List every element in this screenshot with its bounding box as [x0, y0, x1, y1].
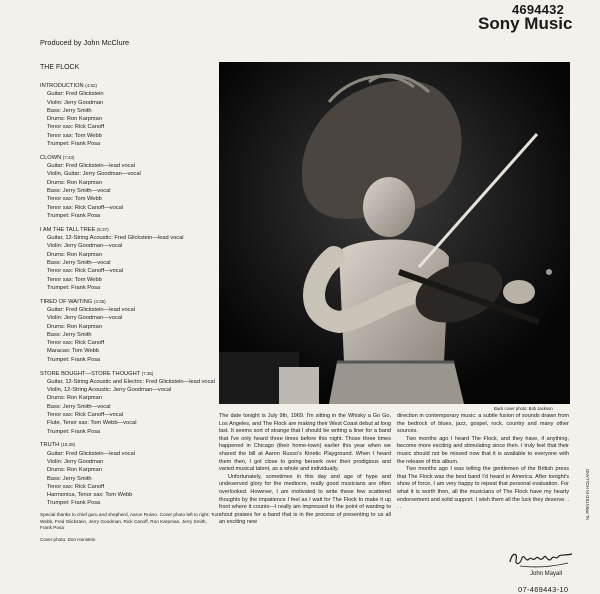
track-credit: Tenor sax: Rick Canoff [47, 124, 105, 131]
track-credit: Drums: Ron Karpman [47, 251, 102, 258]
track-credit: Trumpet: Frank Posa [47, 500, 101, 507]
track-credit: Guitar, 12-String Acoustic and Electric: Fred Glickstein—lead vocal [47, 378, 215, 385]
track-credit: Guitar: Fred Glickstein—lead vocal [47, 306, 135, 313]
record-label: Sony Music [478, 14, 573, 33]
liner-paragraph: Unfortunately, sometimes in this day and age of hype and undeserved glory for the mediocre, really good musicians are often overlooked. However, I am motivated to write these few scattered thoughts by the impatience I feel as I wait for The Flock to make it up front where it counts—I really am impressed to the point of wanting to shout praises for a band that is in the process of presenting to us all an exciting new [219, 473, 391, 526]
liner-paragraph: The date tonight is July 9th, 1969. I'm sitting in the Whisky a Go Go, Los Angeles, and The Flock are making their West Coast debut at long last. It seems sort of strange that I should be writing a liner for a band that I've only heard three times before this night. Those three times happened in Chicago (their home-town) earlier this year when we shared the bill at Aaron Russo's Kinetic Playground. When I heard them then, I got close to going berserk over their prodigious and varied musical talent, as a whole and individually. [219, 413, 391, 473]
track-block [40, 370, 218, 436]
track-title [40, 82, 218, 90]
liner-paragraph: Two months ago I heard The Flock, and they have, if anything, become more exciting and stimulating since then. I truly feel that their music should not be missed now that it is available to everyone with the release of this album. [397, 435, 569, 465]
track-credit: Drums: Ron Karpman [47, 179, 102, 186]
special-thanks: Special thanks to chief guru and shepherd, Aaron Russo. Cover photo left to right: Tom Webb, Fred Glickstein, Jerry Goodman, Rick Canoff, Ron Karpman, Jerry Smith, Frank Posa [40, 512, 220, 531]
track-credit: Trumpet: Frank Posa [47, 356, 101, 363]
track-credit: Tenor sax: Rick Canoff [47, 483, 105, 490]
track-title-text: TRUTH [40, 442, 60, 449]
track-duration: (4:52) [85, 83, 97, 88]
matrix-code: 07-469443-10 [518, 585, 569, 594]
track-credit: Guitar: Fred Glickstein—lead vocal [47, 450, 135, 457]
track-credit: Violin: Jerry Goodman—vocal [47, 243, 123, 250]
track-credit: Drums: Ron Karpman [47, 116, 102, 123]
track-title-text: CLOWN [40, 154, 62, 161]
track-credit: Maracas: Tom Webb [47, 348, 99, 355]
track-credit: Bass: Jerry Smith [47, 331, 92, 338]
track-duration: (5:37) [96, 226, 109, 232]
track-credit: Bass: Jerry Smith—vocal [47, 188, 111, 195]
track-credit: Trumpet: Frank Posa [47, 212, 101, 219]
track-credit: Guitar, 12-String Acoustic: Fred Glickstein—lead vocal [47, 235, 184, 242]
cover-photo-credit: Cover photo: Don Hunstein [40, 537, 96, 542]
track-credit: Bass: Jerry Smith [47, 475, 92, 482]
track-list [40, 82, 218, 513]
track-block [40, 441, 218, 507]
track-title-text: STORE BOUGHT—STORE THOUGHT [40, 370, 141, 377]
track-title [40, 370, 218, 378]
track-credit: Trumpet: Frank Posa [47, 428, 101, 435]
track-credit: Tenor sax: Tom Webb [47, 132, 102, 139]
track-credit: Tenor sax: Rick Canoff [47, 340, 105, 347]
track-credit: Tenor sax: Rick Canoff—vocal [47, 268, 124, 275]
track-credit: Guitar: Fred Glickstein [47, 91, 104, 98]
track-credit: Drums: Ron Karpman [47, 323, 102, 330]
track-credit: Bass: Jerry Smith—vocal [47, 403, 111, 410]
track-credit: Tenor sax: Tom Webb [47, 276, 102, 283]
track-duration: (4:35) [93, 298, 106, 304]
signature-name: John Mayall [530, 571, 563, 577]
track-title-text: TIRED OF WAITING [40, 298, 93, 305]
track-credit: Violin, 12-String Acoustic: Jerry Goodman—vocal [47, 387, 172, 394]
track-title [40, 441, 218, 449]
track-duration: (7:36) [141, 370, 154, 376]
track-title-text: I AM THE TALL TREE [40, 226, 96, 233]
track-title [40, 226, 218, 234]
track-duration: (15:28) [60, 442, 76, 448]
liner-notes [219, 413, 569, 527]
track-block [40, 298, 218, 364]
liner-notes-left-column [219, 413, 391, 527]
liner-paragraph: direction in contemporary music: a subtle fusion of sounds drawn from the bedrock of blues, jazz, gospel, rock, country and many other sources. [397, 413, 569, 435]
track-credit: Bass: Jerry Smith—vocal [47, 259, 111, 266]
track-credit: Bass: Jerry Smith [47, 107, 92, 114]
liner-notes-right-column [397, 413, 569, 527]
liner-paragraph: Two months ago I was telling the gentlemen of the British press that The Flock was the best band I'd heard in America. After tonight's show of force, I am very happy to repeat that personal evaluation. For what it is worth then, all the musicians of The Flock have my hearty endorsement and solid support. I wish them all the luck they deserve. . . . [397, 466, 569, 511]
track-title [40, 298, 218, 306]
violinist-photo [219, 62, 570, 404]
track-credit: Violin, Guitar: Jerry Goodman—vocal [47, 171, 141, 178]
track-credit: Tenor sax: Tom Webb [47, 196, 102, 203]
track-block [40, 226, 218, 292]
track-credit: Tenor sax: Rick Canoff—vocal [47, 411, 124, 418]
track-credit: Violin: Jerry Goodman [47, 458, 104, 465]
producer-credit: Produced by John McClure [40, 38, 130, 47]
track-credit: Harmonica, Tenor sax: Tom Webb [47, 492, 133, 499]
track-credit: Guitar: Fred Glickstein—lead vocal [47, 163, 135, 170]
track-credit: Violin: Jerry Goodman—vocal [47, 315, 123, 322]
catalog-number: 4694432 [512, 2, 565, 17]
track-credit: Drums: Ron Karpman [47, 395, 102, 402]
track-duration: (7:43) [62, 154, 75, 160]
band-name: THE FLOCK [40, 64, 80, 71]
track-credit: Violin: Jerry Goodman [47, 99, 104, 106]
track-title-text: INTRODUCTION [40, 83, 84, 89]
photo-credit: Back cover photo: Bob Jackson [494, 406, 553, 411]
track-credit: Flute, Tenor sax: Tom Webb—vocal [47, 420, 137, 427]
track-credit: Drums: Ron Karpman [47, 467, 102, 474]
track-credit: Trumpet: Frank Posa [47, 284, 101, 291]
printed-in-holland: NL PRINTED IN HOLLAND [585, 468, 590, 520]
track-credit: Tenor sax: Rick Canoff—vocal [47, 204, 124, 211]
track-credit: Trumpet: Frank Posa [47, 141, 101, 148]
track-block [40, 154, 218, 220]
track-title [40, 154, 218, 162]
track-block [40, 82, 218, 148]
